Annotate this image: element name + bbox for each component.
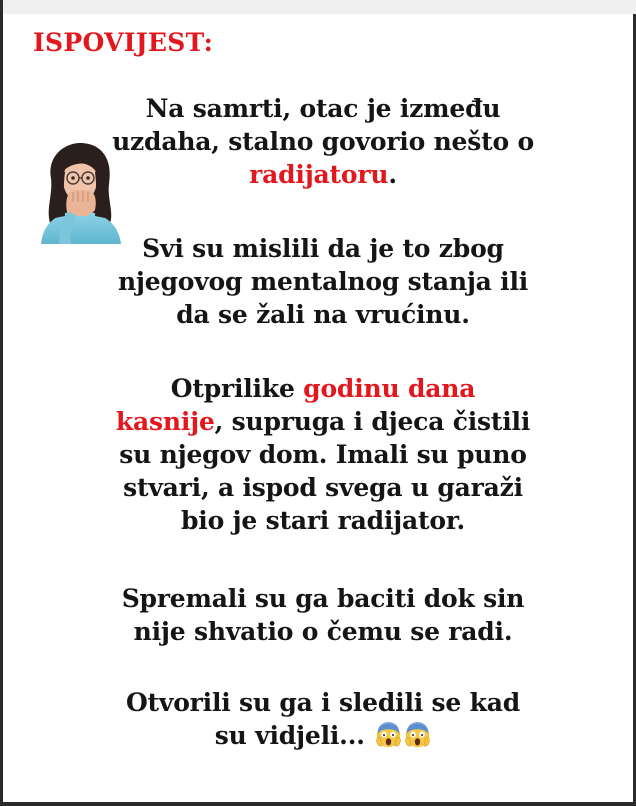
text-segment: . <box>388 160 397 189</box>
text-segment: Otvorili su ga i sledili se kad <box>125 688 521 717</box>
text-segment: njegovog mentalnog stanja ili <box>117 267 529 296</box>
text-segment: stvari, a ispod svega u garaži <box>123 473 523 502</box>
story-line <box>63 125 583 158</box>
text-segment: Otprilike <box>170 374 304 403</box>
story-line <box>63 719 583 752</box>
story-line <box>63 615 583 648</box>
story-line <box>63 405 583 438</box>
screaming-face-icon <box>375 722 402 749</box>
story-paragraph <box>63 372 583 537</box>
text-segment: Svi su mislili da je to zbog <box>142 234 504 263</box>
story-line <box>63 686 583 719</box>
text-segment: , supruga i djeca čistili <box>214 407 531 436</box>
story-line <box>63 265 583 298</box>
highlighted-text: radijatoru <box>249 160 389 189</box>
text-segment: su njegov dom. Imali su puno <box>119 440 527 469</box>
story-line <box>63 471 583 504</box>
text-segment: uzdaha, stalno govorio nešto o <box>112 127 534 156</box>
story-line <box>63 504 583 537</box>
top-strip <box>3 0 636 14</box>
story-line <box>63 92 583 125</box>
highlighted-text: godinu dana <box>303 374 476 403</box>
text-segment: su vidjeli... <box>214 721 374 750</box>
story-line <box>63 232 583 265</box>
story-line <box>63 372 583 405</box>
story-line <box>63 582 583 615</box>
screaming-face-icon <box>404 722 431 749</box>
story-line <box>63 158 583 191</box>
text-segment: Na samrti, otac je između <box>145 94 501 123</box>
story-paragraph <box>63 92 583 191</box>
story-paragraph <box>63 686 583 752</box>
highlighted-text: kasnije <box>115 407 215 436</box>
story-line <box>63 298 583 331</box>
text-segment: nije shvatio o čemu se radi. <box>133 617 513 646</box>
story-line <box>63 438 583 471</box>
text-segment: da se žali na vrućinu. <box>176 300 470 329</box>
story-paragraph <box>63 232 583 331</box>
story-paragraph <box>63 582 583 648</box>
post-title: ISPOVIJEST: <box>33 28 214 57</box>
text-segment: Spremali su ga baciti dok sin <box>121 584 525 613</box>
text-segment: bio je stari radijator. <box>181 506 465 535</box>
